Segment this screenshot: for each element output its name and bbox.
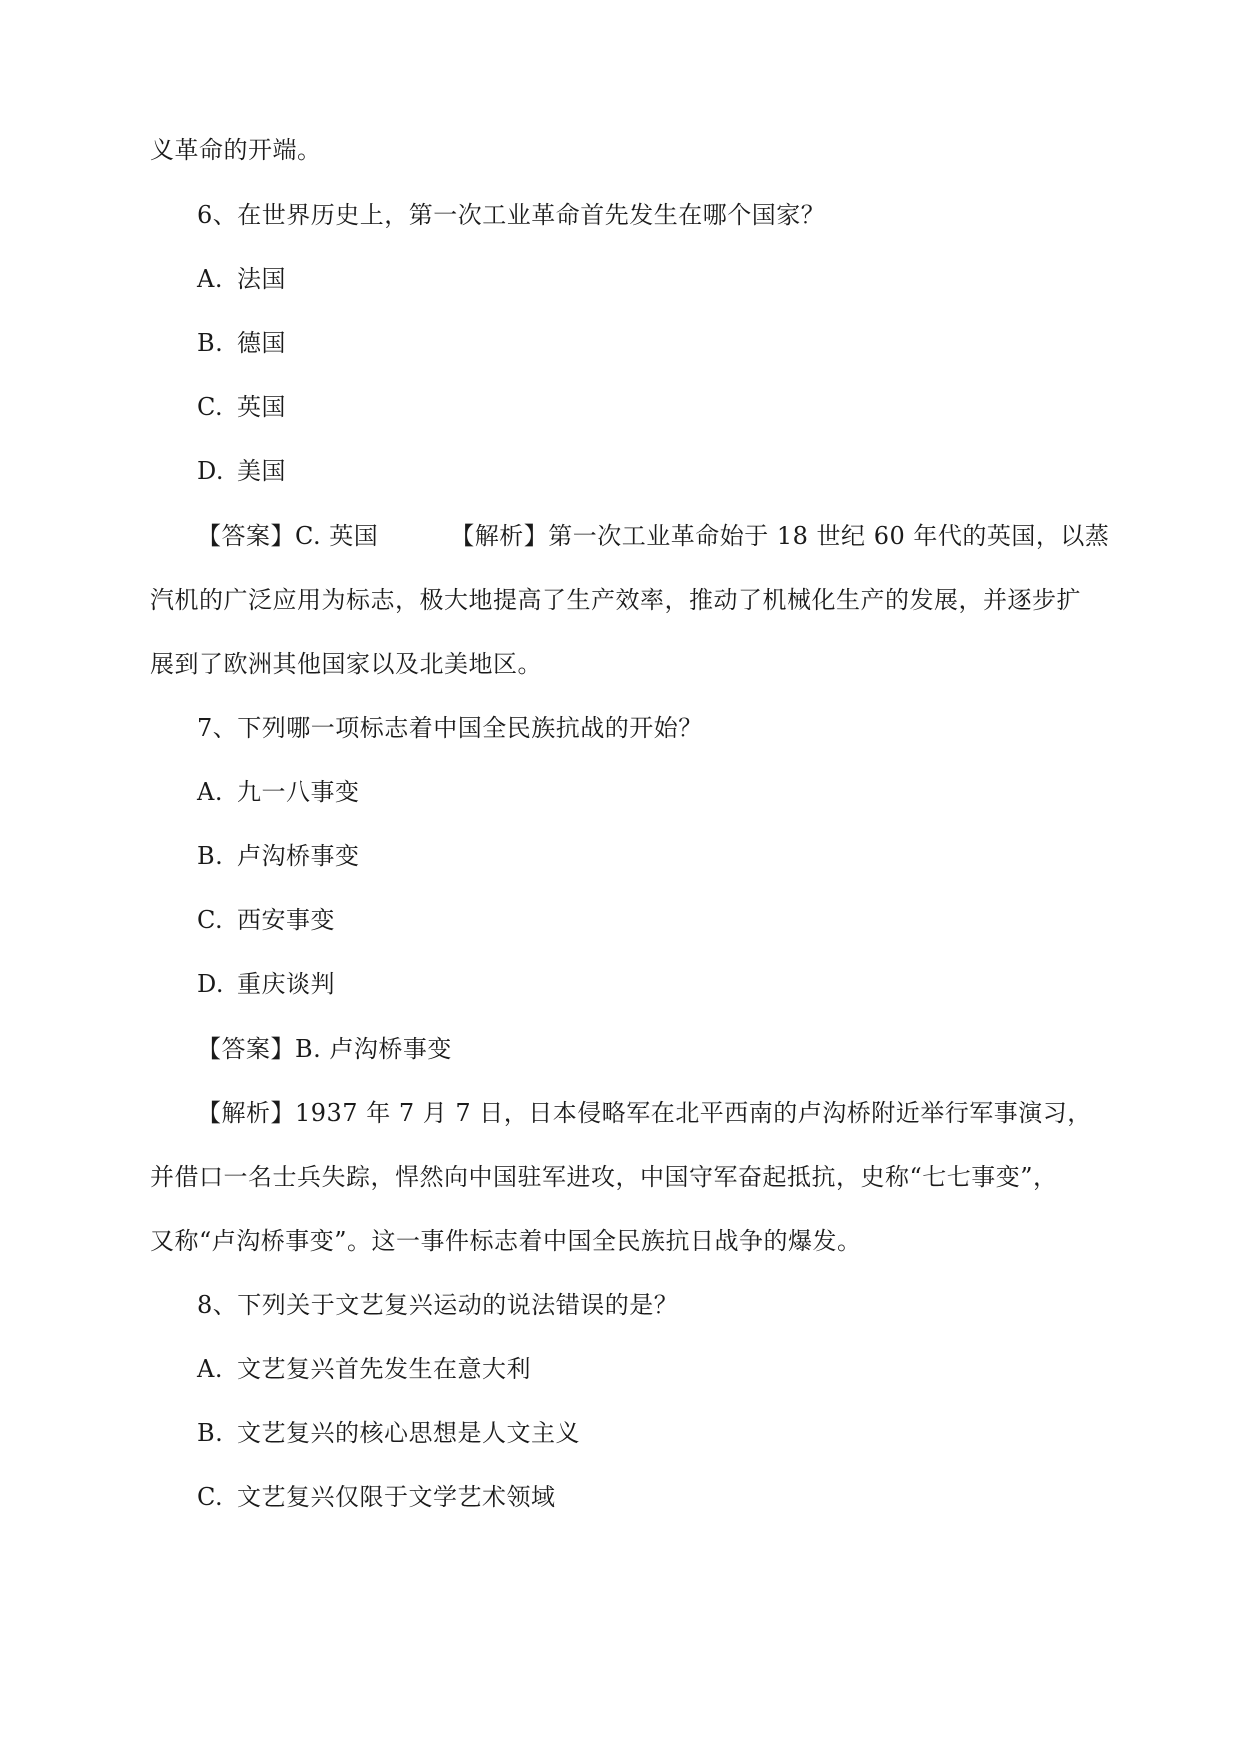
question-6-option-c — [197, 390, 286, 424]
option-letter: A. — [197, 778, 223, 806]
question-7-stem: 7、下列哪一项标志着中国全民族抗战的开始？ — [197, 714, 703, 742]
continuation-text: 义革命的开端。 — [150, 136, 322, 164]
question-6-option-b — [197, 326, 286, 360]
question-7-option-d — [197, 967, 335, 1001]
option-text: 德国 — [237, 329, 286, 357]
question-8-stem: 8、下列关于文艺复兴运动的说法错误的是？ — [197, 1291, 679, 1319]
option-letter: B. — [197, 329, 224, 357]
option-letter: C. — [197, 1483, 224, 1511]
option-text: 西安事变 — [237, 906, 335, 934]
question-6-analysis-line-1: 【解析】第一次工业革命始于 18 世纪 60 年代的英国，以蒸 — [450, 522, 1110, 550]
option-text: 英国 — [237, 393, 286, 421]
option-text: 美国 — [237, 457, 286, 485]
question-7-option-a — [197, 775, 360, 809]
option-text: 文艺复兴的核心思想是人文主义 — [237, 1419, 580, 1447]
question-7-analysis-line-3: 又称“卢沟桥事变”。这一事件标志着中国全民族抗日战争的爆发。 — [150, 1227, 862, 1255]
question-6-analysis-line-3: 展到了欧洲其他国家以及北美地区。 — [150, 650, 542, 678]
option-letter: B. — [197, 842, 224, 870]
option-text: 法国 — [237, 265, 286, 293]
question-6-answer: 【答案】C. 英国 — [197, 522, 379, 550]
question-7-option-b — [197, 839, 360, 873]
option-letter: C. — [197, 906, 224, 934]
option-text: 卢沟桥事变 — [237, 842, 360, 870]
option-letter: C. — [197, 393, 224, 421]
option-letter: D. — [197, 970, 225, 998]
question-7-analysis-line-1: 【解析】1937 年 7 月 7 日，日本侵略军在北平西南的卢沟桥附近举行军事演习， — [197, 1099, 1092, 1127]
question-6-stem: 6、在世界历史上，第一次工业革命首先发生在哪个国家？ — [197, 201, 826, 229]
question-7-analysis-line-2: 并借口一名士兵失踪，悍然向中国驻军进攻，中国守军奋起抵抗，史称“七七事变”， — [150, 1163, 1058, 1191]
option-text: 重庆谈判 — [237, 970, 335, 998]
question-6-answer-row — [197, 519, 1109, 553]
question-6-option-d — [197, 454, 286, 488]
question-7-answer: 【答案】B. 卢沟桥事变 — [197, 1035, 452, 1063]
question-6-analysis-line-2: 汽机的广泛应用为标志，极大地提高了生产效率，推动了机械化生产的发展，并逐步扩 — [150, 586, 1081, 614]
option-letter: B. — [197, 1419, 224, 1447]
option-letter: A. — [197, 265, 223, 293]
option-letter: A. — [197, 1355, 223, 1383]
option-letter: D. — [197, 457, 225, 485]
question-6-option-a — [197, 262, 286, 296]
option-text: 九一八事变 — [237, 778, 360, 806]
option-text: 文艺复兴仅限于文学艺术领域 — [237, 1483, 556, 1511]
question-7-option-c — [197, 903, 335, 937]
question-8-option-b — [197, 1416, 580, 1450]
question-8-option-a — [197, 1352, 531, 1386]
question-8-option-c — [197, 1480, 556, 1514]
option-text: 文艺复兴首先发生在意大利 — [237, 1355, 531, 1383]
